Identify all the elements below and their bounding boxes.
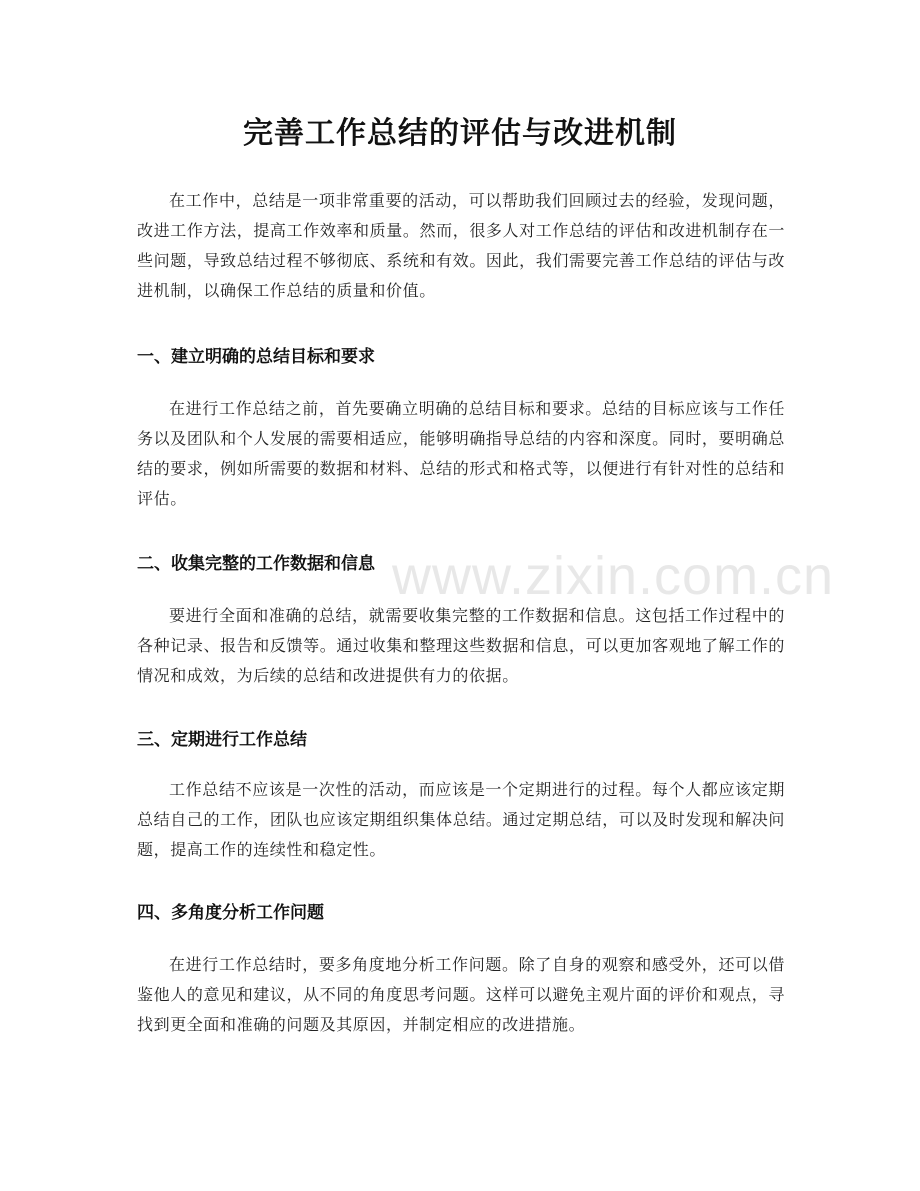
section-body-2: 要进行全面和准确的总结，就需要收集完整的工作数据和信息。这包括工作过程中的各种记录、报告和反馈等。通过收集和整理这些数据和信息，可以更加客观地了解工作的情况和成效，为后续的总结和改进提供有力的依据。 — [137, 606, 785, 685]
section-heading-4: 四、多角度分析工作问题 — [137, 903, 324, 923]
section-heading-3: 三、定期进行工作总结 — [137, 730, 307, 750]
section-body-4: 在进行工作总结时，要多角度地分析工作问题。除了自身的观察和感受外，还可以借鉴他人的意见和建议，从不同的角度思考问题。这样可以避免主观片面的评价和观点，寻找到更全面和准确的问题及其原因，并制定相应的改进措施。 — [137, 955, 785, 1034]
document-title: 完善工作总结的评估与改进机制 — [243, 116, 677, 151]
watermark-text: www.zixin.com.cn — [392, 546, 835, 606]
section-heading-1: 一、建立明确的总结目标和要求 — [137, 347, 375, 367]
section-body-3: 工作总结不应该是一次性的活动，而应该是一个定期进行的过程。每个人都应该定期总结自己的工作，团队也应该定期组织集体总结。通过定期总结，可以及时发现和解决问题，提高工作的连续性和稳定性。 — [137, 780, 785, 859]
section-heading-2: 二、收集完整的工作数据和信息 — [137, 554, 375, 574]
section-body-1: 在进行工作总结之前，首先要确立明确的总结目标和要求。总结的目标应该与工作任务以及团队和个人发展的需要相适应，能够明确指导总结的内容和深度。同时，要明确总结的要求，例如所需要的数据和材料、总结的形式和格式等，以便进行有针对性的总结和评估。 — [137, 399, 785, 508]
intro-paragraph: 在工作中，总结是一项非常重要的活动，可以帮助我们回顾过去的经验，发现问题，改进工作方法，提高工作效率和质量。然而，很多人对工作总结的评估和改进机制存在一些问题，导致总结过程不够彻底、系统和有效。因此，我们需要完善工作总结的评估与改进机制，以确保工作总结的质量和价值。 — [137, 191, 785, 300]
